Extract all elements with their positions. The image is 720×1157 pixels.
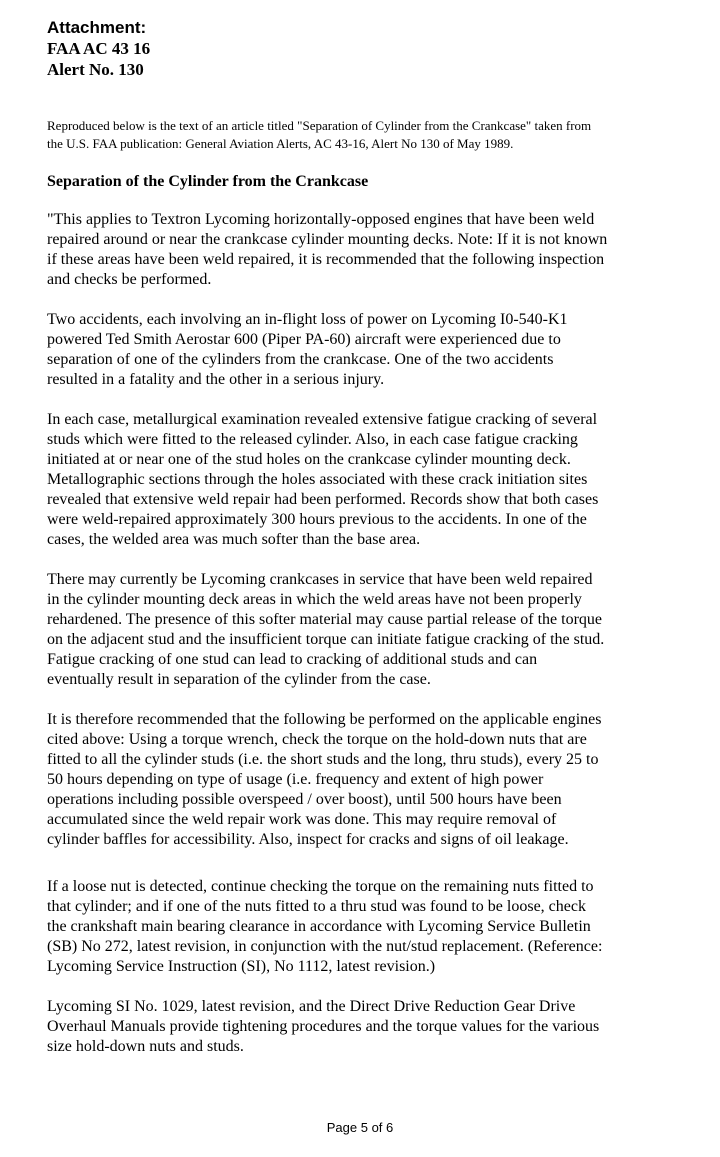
text-line: revealed that extensive weld repair had been performed. Records show that both cases xyxy=(47,491,599,508)
text-line: It is therefore recommended that the following be performed on the applicable engines xyxy=(47,711,602,728)
text-line: separation of one of the cylinders from the crankcase. One of the two accidents xyxy=(47,351,554,368)
text-line: were weld-repaired approximately 300 hours previous to the accidents. In one of the xyxy=(47,511,587,528)
paragraph-loose-nut xyxy=(47,877,707,977)
paragraph-references xyxy=(47,997,707,1057)
text-line: that cylinder; and if one of the nuts fitted to a thru stud was found to be loose, check xyxy=(47,898,586,915)
text-line: on the adjacent stud and the insufficient torque can initiate fatigue cracking of the stud. xyxy=(47,631,605,648)
publication-id: FAA AC 43 16 xyxy=(47,39,151,58)
text-line: (SB) No 272, latest revision, in conjunction with the nut/stud replacement. (Reference: xyxy=(47,938,603,955)
text-line: resulted in a fatality and the other in a serious injury. xyxy=(47,371,385,388)
text-line: Lycoming Service Instruction (SI), No 1112, latest revision.) xyxy=(47,958,436,975)
text-line: size hold-down nuts and studs. xyxy=(47,1038,244,1055)
paragraph-service-risk xyxy=(47,570,707,690)
text-line: "This applies to Textron Lycoming horizontally-opposed engines that have been weld xyxy=(47,211,595,228)
text-line: fitted to all the cylinder studs (i.e. the short studs and the long, thru studs), every 25 to xyxy=(47,751,599,768)
text-line: cited above: Using a torque wrench, check the torque on the hold-down nuts that are xyxy=(47,731,587,748)
text-line: If a loose nut is detected, continue checking the torque on the remaining nuts fitted to xyxy=(47,878,594,895)
text-line: if these areas have been weld repaired, it is recommended that the following inspection xyxy=(47,251,605,268)
text-line: cases, the welded area was much softer than the base area. xyxy=(47,531,421,548)
text-line: There may currently be Lycoming crankcases in service that have been weld repaired xyxy=(47,571,593,588)
intro-line: the U.S. FAA publication: General Aviation Alerts, AC 43-16, Alert No 130 of May 1989. xyxy=(47,136,514,151)
text-line: powered Ted Smith Aerostar 600 (Piper PA-60) aircraft were experienced due to xyxy=(47,331,561,348)
text-line: Fatigue cracking of one stud can lead to cracking of additional studs and can xyxy=(47,651,538,668)
article-title: Separation of the Cylinder from the Crankcase xyxy=(47,173,369,190)
text-line: 50 hours depending on type of usage (i.e. frequency and extent of high power xyxy=(47,771,544,788)
text-line: and checks be performed. xyxy=(47,271,212,288)
paragraph-scope xyxy=(47,210,707,290)
intro-note xyxy=(47,117,697,153)
text-line: Two accidents, each involving an in-flight loss of power on Lycoming I0-540-K1 xyxy=(47,311,568,328)
text-line: repaired around or near the crankcase cylinder mounting decks. Note: If it is not known xyxy=(47,231,608,248)
intro-line: Reproduced below is the text of an article titled "Separation of Cylinder from the Crankcase" taken from xyxy=(47,118,592,133)
text-line: Metallographic sections through the holes associated with these crack initiation sites xyxy=(47,471,588,488)
paragraph-recommendation xyxy=(47,710,707,850)
alert-number: Alert No. 130 xyxy=(47,60,144,79)
text-line: in the cylinder mounting deck areas in which the weld areas have not been properly xyxy=(47,591,582,608)
text-line: Lycoming SI No. 1029, latest revision, and the Direct Drive Reduction Gear Drive xyxy=(47,998,576,1015)
text-line: cylinder baffles for accessibility. Also, inspect for cracks and signs of oil leakage. xyxy=(47,831,569,848)
text-line: eventually result in separation of the cylinder from the case. xyxy=(47,671,431,688)
attachment-label: Attachment: xyxy=(47,18,147,37)
text-line: studs which were fitted to the released cylinder. Also, in each case fatigue cracking xyxy=(47,431,578,448)
paragraph-examination xyxy=(47,410,707,550)
text-line: initiated at or near one of the stud holes on the crankcase cylinder mounting deck. xyxy=(47,451,571,468)
text-line: Overhaul Manuals provide tightening procedures and the torque values for the various xyxy=(47,1018,600,1035)
text-line: rehardened. The presence of this softer material may cause partial release of the torque xyxy=(47,611,602,628)
text-line: the crankshaft main bearing clearance in accordance with Lycoming Service Bulletin xyxy=(47,918,591,935)
text-line: In each case, metallurgical examination revealed extensive fatigue cracking of several xyxy=(47,411,598,428)
document-header xyxy=(47,17,150,80)
page-number: Page 5 of 6 xyxy=(326,1120,394,1135)
text-line: operations including possible overspeed / over boost), until 500 hours have been xyxy=(47,791,562,808)
text-line: accumulated since the weld repair work was done. This may require removal of xyxy=(47,811,557,828)
paragraph-accidents xyxy=(47,310,707,390)
